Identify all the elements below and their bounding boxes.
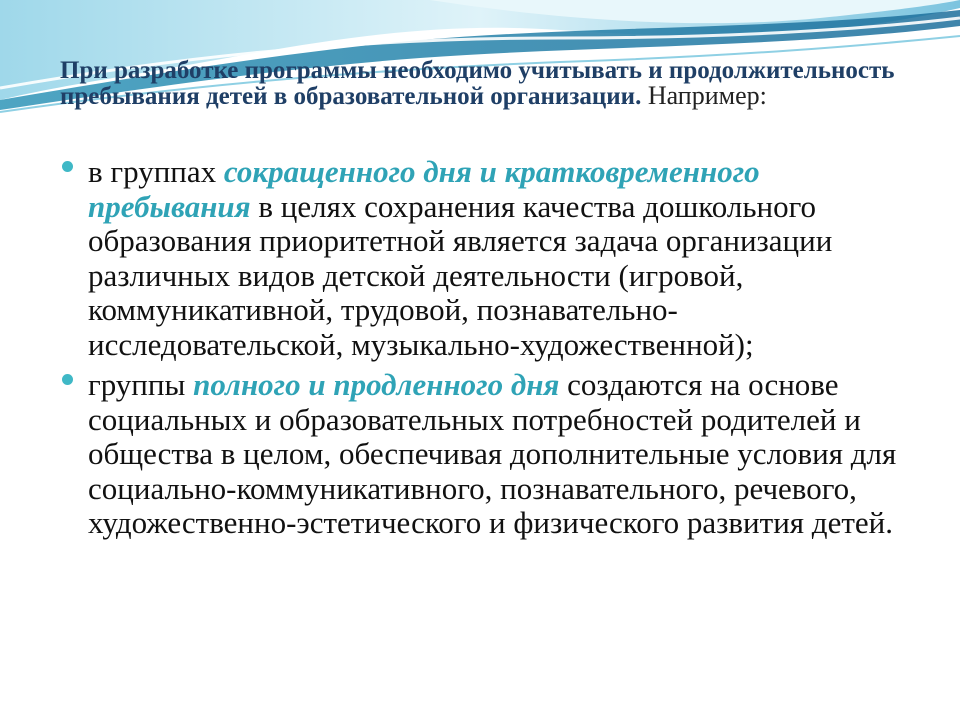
bullet-dot-icon [62, 161, 73, 172]
intro-normal-text: Например: [641, 81, 767, 110]
bullet-item-short-day [60, 155, 920, 362]
bullet-item-full-day [60, 368, 920, 541]
bullet-text-post: в целях сохранения качества дошкольного образования приоритетной является задача организации различных видов детской деятельности (игровой, коммуникативной, трудовой, познавательно-исследовательской, музыкально-художественной); [88, 188, 833, 362]
bullet-text-post: создаются на основе социальных и образовательных потребностей родителей и общества в целом, обеспечивая дополнительные условия для социально-коммуникативного, познавательного, речевого, художественно-эстетического и физического развития детей. [88, 367, 897, 540]
bullet-emphasis: полного и продленного дня [193, 367, 560, 402]
intro-paragraph [60, 58, 920, 109]
intro-bold-text: При разработке программы необходимо учитывать и продолжительность пребывания детей в образовательной организации. [60, 57, 895, 110]
bullet-dot-icon [62, 374, 73, 385]
bullet-text-pre: в группах [88, 154, 224, 189]
bullet-emphasis: сокращенного дня и кратковременного пребывания [88, 154, 760, 224]
bullet-text-pre: группы [88, 367, 194, 402]
bullet-list [60, 155, 920, 541]
